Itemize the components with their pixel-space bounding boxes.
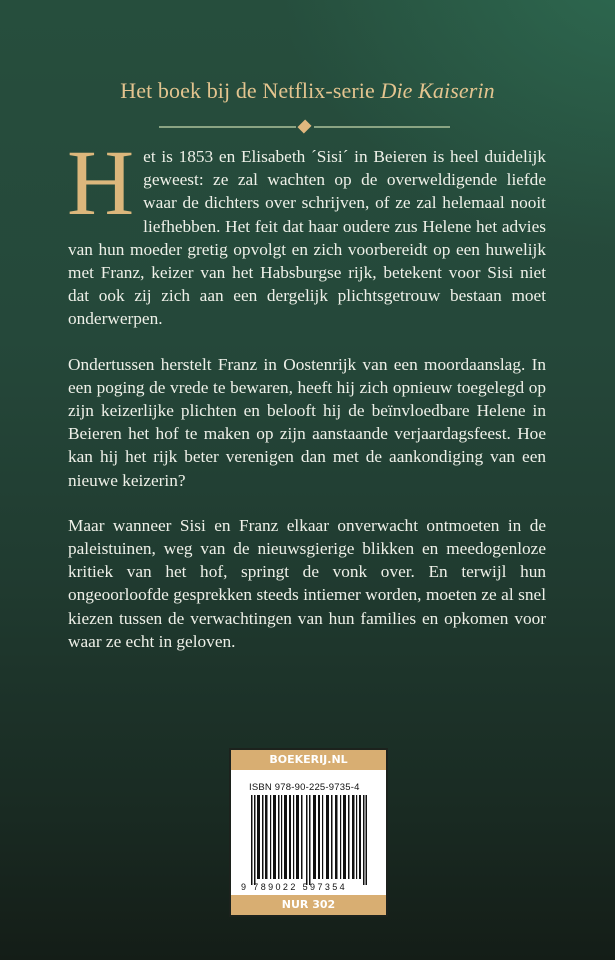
- blurb: [67, 132, 546, 675]
- diamond-icon: [297, 119, 311, 133]
- barcode-panel: [231, 750, 386, 915]
- barcode-label: [229, 748, 388, 917]
- blurb-paragraph-1: Het is 1853 en Elisabeth ´Sisi´ in Beieren is heel duidelijk geweest: ze zal wachten op de overweldigende liefde waar de dichters over schrijven, of ze zal helemaal nooit liefhebben. Het feit dat haar oudere zus Helene het advies van hun moeder gretig opvolgt en zich voorbereidt op een huwelijk met Franz, keizer van het Habsburgse rijk, betekent voor Sisi niet dat ook zij zich aan een dergelijk plichtsgetrouw bestaan moet onderwerpen.: [67, 132, 546, 329]
- barcode-icon: [251, 795, 367, 885]
- tagline-prefix: Het boek bij de Netflix-serie: [120, 78, 381, 103]
- divider-line-right: [314, 126, 450, 128]
- blurb-paragraph-3: Maar wanneer Sisi en Franz elkaar onverwacht ontmoeten in de paleistuinen, weg van de nieuwsgierige blikken en meedogenloze kritiek van het hof, springt de vonk over. En terwijl hun ongeoorloofde gesprekken steeds intiemer worden, moeten ze al snel kiezen tussen de verwachtingen van hun families en opkomen voor waar ze echt in geloven.: [68, 515, 546, 651]
- blurb-paragraph-2: Ondertussen herstelt Franz in Oostenrijk van een moordaanslag. In een poging de vrede te bewaren, heeft hij zich opnieuw toegelegd op zijn keizerlijke plichten en belooft hij de beïnvloedbare Helene in Beieren het hof te maken op zijn aanstaande verjaardagsfeest. Hoe kan hij het rijk beter verenigen dan met de aankondiging van een nieuwe keizerin?: [68, 354, 546, 490]
- divider-line-left: [159, 126, 296, 128]
- barcode-digits: 9 789022 597354: [241, 882, 348, 892]
- series-title: Die Kaiserin: [380, 78, 495, 103]
- ornamental-divider: [159, 121, 450, 133]
- publisher-site: BOEKERIJ.NL: [231, 750, 386, 770]
- tagline: [0, 78, 615, 104]
- isbn-text: ISBN 978-90-225-9735-4: [249, 782, 360, 793]
- drop-cap: H: [67, 132, 135, 235]
- nur-code: NUR 302: [231, 895, 386, 915]
